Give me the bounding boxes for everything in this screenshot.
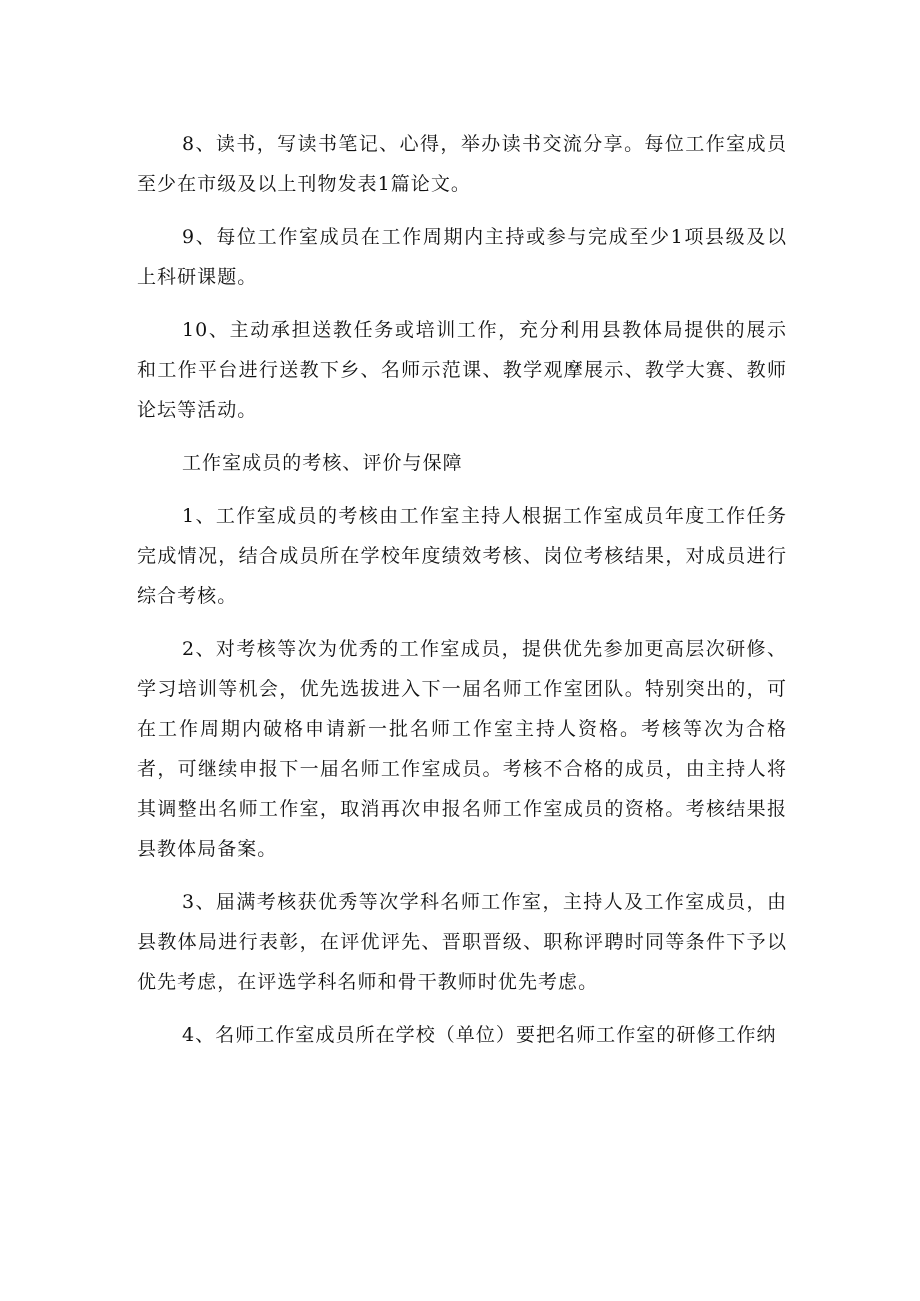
paragraph-assessment-1: 1、工作室成员的考核由工作室主持人根据工作室成员年度工作任务完成情况，结合成员所在学校年度绩效考核、岗位考核结果，对成员进行综合考核。: [137, 505, 787, 607]
paragraph-assessment-4: 4、名师工作室成员所在学校（单位）要把名师工作室的研修工作纳: [182, 1024, 777, 1046]
document-body: [137, 124, 787, 1068]
paragraph-item-9: 9、每位工作室成员在工作周期内主持或参与完成至少1项县级及以上科研课题。: [137, 226, 787, 288]
paragraph-item-8: 8、读书，写读书笔记、心得，举办读书交流分享。每位工作室成员至少在市级及以上刊物发表1篇论文。: [137, 133, 787, 195]
paragraph-assessment-2: 2、对考核等次为优秀的工作室成员，提供优先参加更高层次研修、学习培训等机会，优先选拔进入下一届名师工作室团队。特别突出的，可在工作周期内破格申请新一批名师工作室主持人资格。考核等次为合格者，可继续申报下一届名师工作室成员。考核不合格的成员，由主持人将其调整出名师工作室，取消再次申报名师工作室成员的资格。考核结果报县教体局备案。: [137, 638, 787, 860]
paragraph-assessment-3: 3、届满考核获优秀等次学科名师工作室，主持人及工作室成员，由县教体局进行表彰，在评优评先、晋职晋级、职称评聘时同等条件下予以优先考虑，在评选学科名师和骨干教师时优先考虑。: [137, 891, 787, 993]
paragraph-item-10: 10、主动承担送教任务或培训工作，充分利用县教体局提供的展示和工作平台进行送教下乡、名师示范课、教学观摩展示、教学大赛、教师论坛等活动。: [137, 319, 787, 421]
section-heading: 工作室成员的考核、评价与保障: [182, 452, 463, 474]
